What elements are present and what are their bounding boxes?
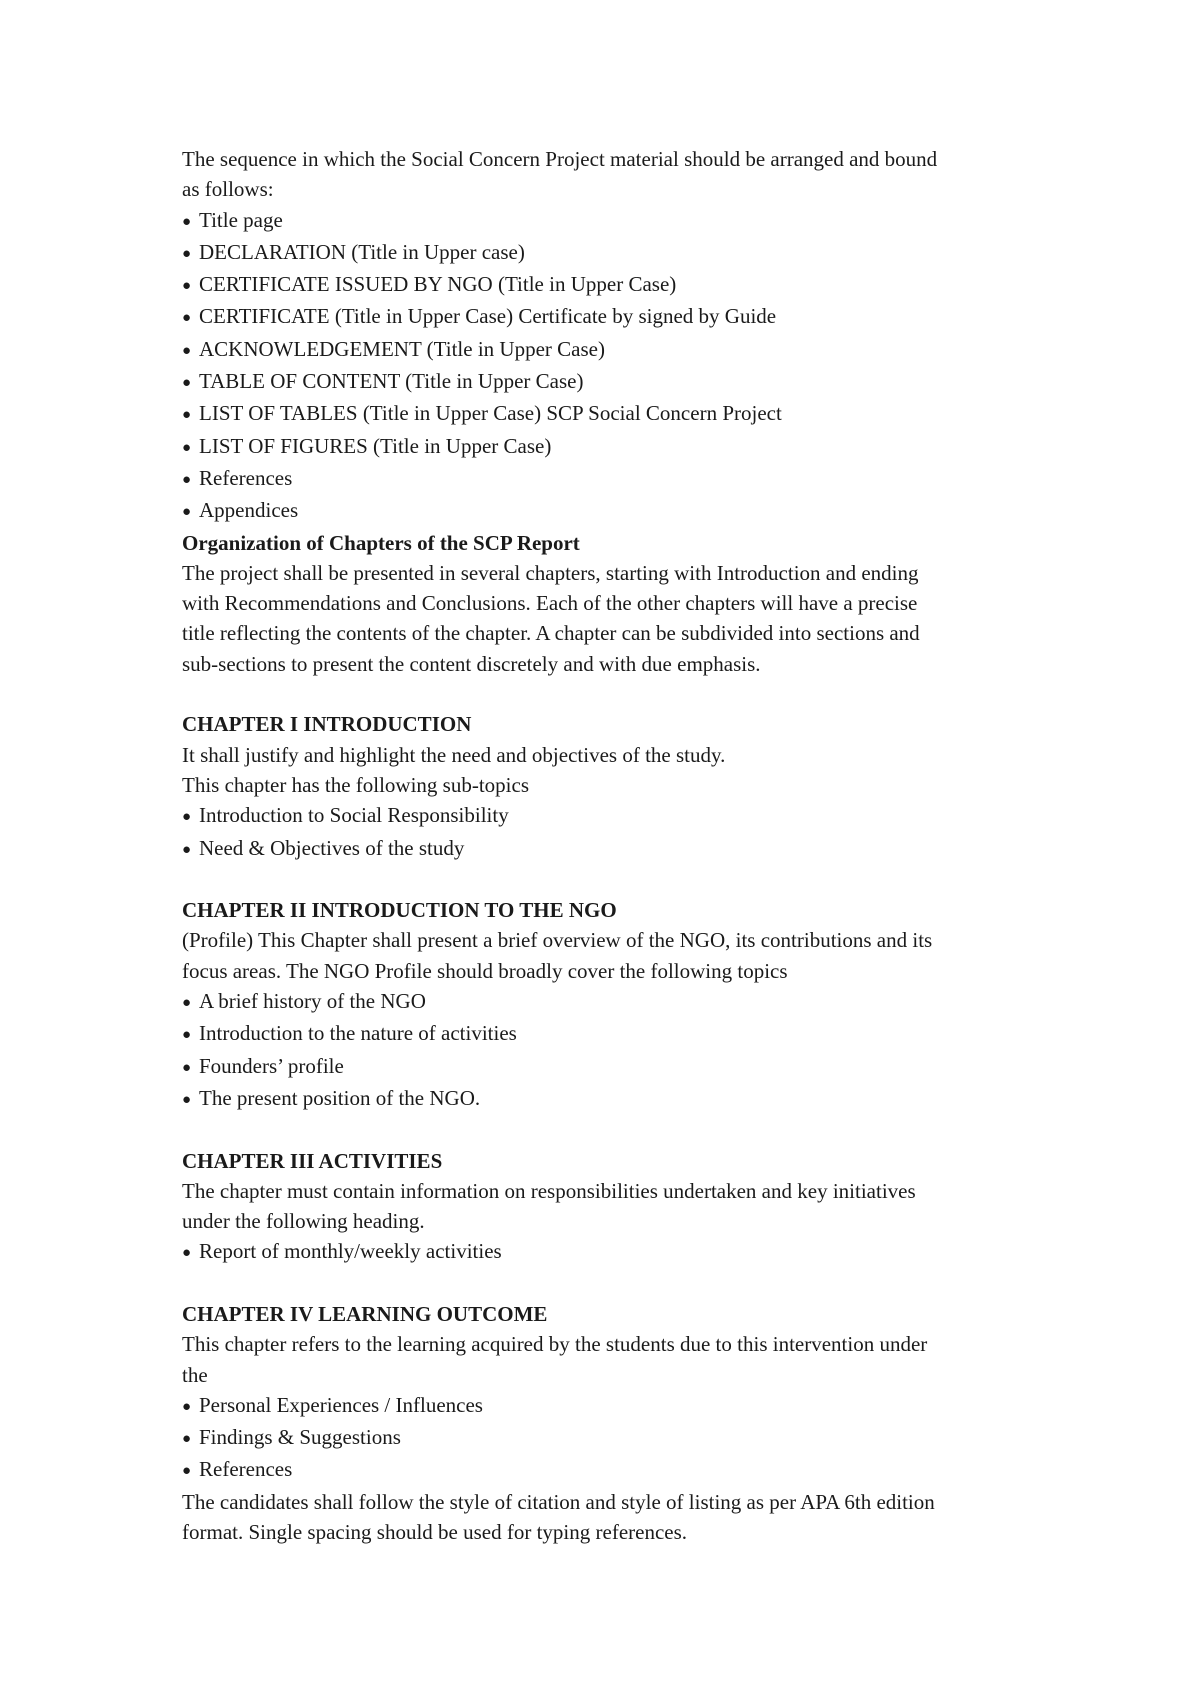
list-item bbox=[182, 495, 1082, 527]
bullet-icon: ● bbox=[182, 809, 192, 826]
bullet-icon: ● bbox=[182, 245, 192, 262]
list-item-text: References bbox=[199, 465, 293, 490]
list-item-text: A brief history of the NGO bbox=[199, 989, 426, 1014]
list-item bbox=[182, 205, 1082, 237]
document-body bbox=[182, 144, 1082, 1547]
bullet-icon: ● bbox=[182, 310, 192, 327]
list-item-text: LIST OF FIGURES (Title in Upper Case) bbox=[199, 433, 552, 458]
bullet-icon: ● bbox=[182, 1431, 192, 1448]
list-item bbox=[182, 398, 1082, 430]
list-item bbox=[182, 237, 1082, 269]
bullet-icon: ● bbox=[182, 439, 192, 456]
paragraph-line: The chapter must contain information on responsibilities undertaken and key initiatives bbox=[182, 1178, 916, 1203]
list-item-text: References bbox=[199, 1457, 293, 1482]
paragraph-line: (Profile) This Chapter shall present a brief overview of the NGO, its contributions and its bbox=[182, 928, 933, 953]
bullet-icon: ● bbox=[182, 1398, 192, 1415]
list-item bbox=[182, 334, 1082, 366]
list-item-text: The present position of the NGO. bbox=[199, 1085, 481, 1110]
chapter-3-heading: CHAPTER III ACTIVITIES bbox=[182, 1148, 443, 1173]
list-item bbox=[182, 1018, 1082, 1050]
list-item bbox=[182, 431, 1082, 463]
bullet-icon: ● bbox=[182, 278, 192, 295]
list-item-text: LIST OF TABLES (Title in Upper Case) SCP Social Concern Project bbox=[199, 401, 782, 426]
list-item bbox=[182, 1454, 1082, 1486]
intro-line-2: as follows: bbox=[182, 177, 274, 202]
paragraph-line: focus areas. The NGO Profile should broadly cover the following topics bbox=[182, 958, 788, 983]
list-item-text: Personal Experiences / Influences bbox=[199, 1392, 483, 1417]
spacer bbox=[182, 865, 1082, 895]
bullet-icon: ● bbox=[182, 504, 192, 521]
bullet-icon: ● bbox=[182, 375, 192, 392]
spacer bbox=[182, 679, 1082, 709]
bullet-icon: ● bbox=[182, 213, 192, 230]
list-item-text: DECLARATION (Title in Upper case) bbox=[199, 239, 525, 264]
list-item bbox=[182, 1422, 1082, 1454]
paragraph-line: title reflecting the contents of the chapter. A chapter can be subdivided into sections and bbox=[182, 621, 920, 646]
list-item-text: CERTIFICATE ISSUED BY NGO (Title in Upper Case) bbox=[199, 272, 677, 297]
bullet-icon: ● bbox=[182, 471, 192, 488]
list-item-text: Title page bbox=[199, 207, 283, 232]
list-item-text: Introduction to the nature of activities bbox=[199, 1021, 517, 1046]
list-item-text: Appendices bbox=[199, 498, 299, 523]
list-item bbox=[182, 1236, 1082, 1268]
bullet-icon: ● bbox=[182, 1091, 192, 1108]
intro-line-1: The sequence in which the Social Concern Project material should be arranged and bound bbox=[182, 147, 938, 171]
paragraph-line: with Recommendations and Conclusions. Each of the other chapters will have a precise bbox=[182, 591, 918, 616]
bullet-icon: ● bbox=[182, 841, 192, 858]
list-item bbox=[182, 1051, 1082, 1083]
list-item-text: Founders’ profile bbox=[199, 1053, 344, 1078]
chapter-1-heading: CHAPTER I INTRODUCTION bbox=[182, 712, 472, 737]
bullet-icon: ● bbox=[182, 995, 192, 1012]
paragraph-line: sub-sections to present the content discretely and with due emphasis. bbox=[182, 651, 761, 676]
paragraph-line: the bbox=[182, 1362, 208, 1387]
paragraph-line: format. Single spacing should be used for typing references. bbox=[182, 1520, 688, 1545]
paragraph-line: The candidates shall follow the style of citation and style of listing as per APA 6th edition bbox=[182, 1489, 935, 1514]
paragraph-line: It shall justify and highlight the need and objectives of the study. bbox=[182, 742, 726, 767]
list-item bbox=[182, 301, 1082, 333]
list-item-text: Report of monthly/weekly activities bbox=[199, 1239, 502, 1264]
bullet-icon: ● bbox=[182, 1059, 192, 1076]
chapter-4-heading: CHAPTER IV LEARNING OUTCOME bbox=[182, 1301, 548, 1326]
list-item bbox=[182, 833, 1082, 865]
bullet-icon: ● bbox=[182, 1027, 192, 1044]
list-item bbox=[182, 800, 1082, 832]
paragraph-line: The project shall be presented in several chapters, starting with Introduction and ending bbox=[182, 560, 919, 585]
paragraph-line: This chapter has the following sub-topics bbox=[182, 772, 530, 797]
list-item-text: Findings & Suggestions bbox=[199, 1425, 401, 1450]
paragraph-line: under the following heading. bbox=[182, 1209, 425, 1234]
bullet-icon: ● bbox=[182, 342, 192, 359]
list-item bbox=[182, 1390, 1082, 1422]
spacer bbox=[182, 1269, 1082, 1299]
organization-heading: Organization of Chapters of the SCP Report bbox=[182, 530, 580, 555]
paragraph-line: This chapter refers to the learning acquired by the students due to this intervention under bbox=[182, 1332, 928, 1357]
spacer bbox=[182, 1115, 1082, 1145]
list-item bbox=[182, 269, 1082, 301]
list-item-text: Need & Objectives of the study bbox=[199, 835, 465, 860]
list-item-text: TABLE OF CONTENT (Title in Upper Case) bbox=[199, 369, 584, 394]
list-item-text: ACKNOWLEDGEMENT (Title in Upper Case) bbox=[199, 336, 605, 361]
list-item bbox=[182, 463, 1082, 495]
list-item bbox=[182, 366, 1082, 398]
bullet-icon: ● bbox=[182, 407, 192, 424]
list-item-text: Introduction to Social Responsibility bbox=[199, 803, 509, 828]
list-item bbox=[182, 986, 1082, 1018]
bullet-icon: ● bbox=[182, 1245, 192, 1262]
list-item bbox=[182, 1083, 1082, 1115]
bullet-icon: ● bbox=[182, 1463, 192, 1480]
list-item-text: CERTIFICATE (Title in Upper Case) Certificate by signed by Guide bbox=[199, 304, 777, 329]
chapter-2-heading: CHAPTER II INTRODUCTION TO THE NGO bbox=[182, 898, 617, 923]
sequence-list bbox=[182, 205, 1082, 528]
